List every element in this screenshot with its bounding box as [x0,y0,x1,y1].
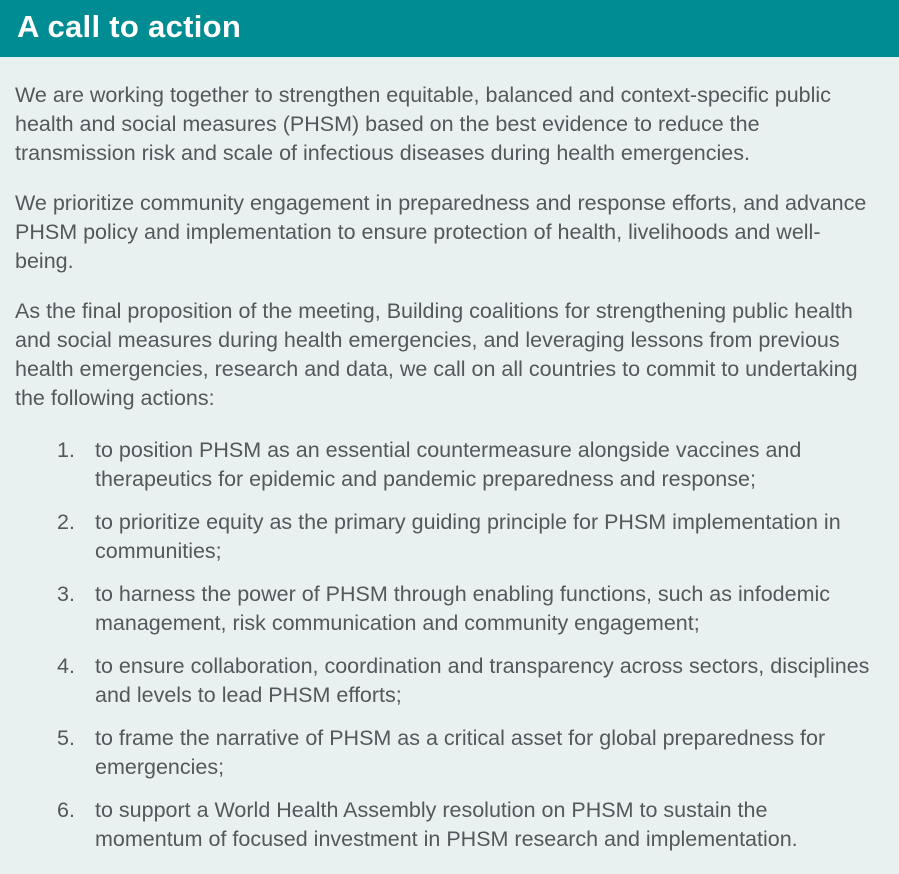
intro-paragraph-1: We are working together to strengthen equitable, balanced and context-specific public health and social measures (PHSM) based on the best evidence to reduce the transmission risk and scale of infectious diseases during health emergencies. [15,83,831,165]
list-item-text: to support a World Health Assembly resolution on PHSM to sustain the momentum of focused investment in PHSM research and implementation. [95,798,798,851]
list-item-text: to frame the narrative of PHSM as a critical asset for global preparedness for emergencies; [95,726,826,779]
section-header [0,0,899,57]
section-body [0,57,899,854]
list-item-text: to ensure collaboration, coordination and transparency across sectors, disciplines and levels to lead PHSM efforts; [95,654,870,707]
list-item-text: to position PHSM as an essential countermeasure alongside vaccines and therapeutics for epidemic and pandemic preparedness and response; [95,438,802,491]
list-item-number: 2. [57,510,75,534]
list-item-number: 4. [57,654,75,678]
list-item [15,796,877,854]
list-item-number: 1. [57,438,75,462]
list-item-text: to prioritize equity as the primary guiding principle for PHSM implementation in communities; [95,510,841,563]
intro-paragraph-2: We prioritize community engagement in preparedness and response efforts, and advance PHSM policy and implementation to ensure protection of health, livelihoods and well-being. [15,191,867,273]
list-item-number: 3. [57,582,75,606]
list-item [15,508,877,566]
list-item [15,724,877,782]
section-title: A call to action [17,9,242,44]
actions-list [15,436,877,854]
intro-paragraph-3: As the final proposition of the meeting, Building coalitions for strengthening public health and social measures during health emergencies, and leveraging lessons from previous health emergencies, research and data, we call on all countries to commit to undertaking the following actions: [15,299,858,410]
list-item [15,580,877,638]
list-item-number: 5. [57,726,75,750]
list-item [15,436,877,494]
list-item [15,652,877,710]
list-item-text: to harness the power of PHSM through enabling functions, such as infodemic management, risk communication and community engagement; [95,582,830,635]
list-item-number: 6. [57,798,75,822]
